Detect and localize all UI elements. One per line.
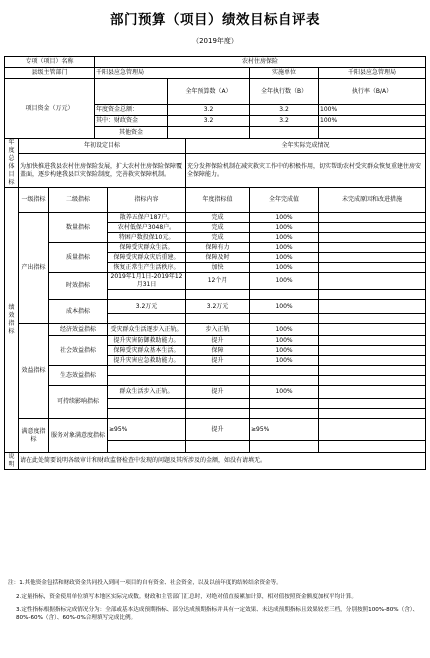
funds-row-name: 其他资金	[95, 127, 168, 139]
indicator-content: 保障受灾群众生活。	[108, 243, 186, 253]
indicator-content: 2019年1月1日-2019年12月31日	[108, 273, 186, 290]
funds-blank	[95, 79, 168, 105]
svc-label: 服务对象满意度指标	[49, 419, 108, 453]
indicator-content: ≥95%	[108, 419, 186, 441]
col-rate: 执行率（B/A）	[319, 79, 426, 105]
indicator-content	[108, 366, 186, 376]
funds-row-budget: 3.2	[168, 116, 250, 127]
econ-label: 经济效益指标	[49, 324, 108, 336]
indicator-reason	[319, 336, 426, 346]
indicator-target: 完成	[186, 223, 250, 233]
funds-row-rate	[319, 127, 426, 139]
footnote: 3.定性指标根据指标完成情况分为：全部或基本达成预期指标、部分达成预期指标并具有一定效果、未达成预期指标且效果较差三档，分别按照100%-80%（含）、80%-60%（含）、60%-0%合理填写完成比例。	[16, 607, 419, 621]
indicator-value: 100%	[250, 213, 319, 223]
indicator-value: 100%	[250, 386, 319, 399]
indicator-reason	[319, 213, 426, 223]
funds-row-budget: 3.2	[168, 105, 250, 116]
project-name-label: 专项（项目）名称	[5, 57, 95, 68]
effect-label: 效益指标	[19, 324, 49, 419]
indicator-target	[186, 376, 250, 386]
funds-row-name: 其中：财政资金	[95, 116, 168, 127]
page-title: 部门预算（项目）绩效目标自评表	[110, 12, 320, 28]
col-target: 年度指标值	[186, 188, 250, 213]
indicator-reason	[319, 233, 426, 243]
indicator-content: 保障受灾群众基本生活。	[108, 346, 186, 356]
indicator-content: 散养五保户187户。	[108, 213, 186, 223]
col-reason: 未完成原因和改进措施	[319, 188, 426, 213]
goal-plan-text: 为加快推进我县农村住房保险发展，扩大农村住房保险保障覆盖面，逐步构建我县巨灾保险制度，完善救灾保障机制。	[19, 154, 186, 188]
indicator-target	[186, 366, 250, 376]
social-label: 社会效益指标	[49, 336, 108, 366]
footnote: 2.定量指标，资金使用单位填写本地区实际完成数。财政和主管部门汇总时，对绝对值直接累加计算，相对值按照资金额度加权平均计算。	[16, 593, 357, 600]
indicator-target: 完成	[186, 213, 250, 223]
indicator-value	[250, 314, 319, 324]
indicator-content	[108, 409, 186, 419]
satis-label: 满意度指标	[19, 419, 49, 453]
indicator-reason	[319, 223, 426, 233]
indicator-reason	[319, 263, 426, 273]
eco-label: 生态效益指标	[49, 366, 108, 386]
remark-text: 请在此处简要说明各级审计和财政监督检查中发现的问题及其所涉及的金额，如没有请填无。	[19, 453, 426, 470]
indicator-content: 特困户数投保10元。	[108, 233, 186, 243]
indicator-value: 100%	[250, 336, 319, 346]
indicator-target: 12个月	[186, 273, 250, 290]
funds-row-name: 年度资金总额：	[95, 105, 168, 116]
dept-label: 县级主管部门	[5, 68, 95, 79]
goal-actual-text: 充分发挥保险机制在减灾救灾工作中的积极作用，切实帮助农村受灾群众恢复重建住房安全保障能力。	[186, 154, 426, 188]
unit-value: 千阳县应急管理局	[319, 68, 426, 79]
indicator-value	[250, 441, 319, 453]
funds-label: 项目资金（万元）	[5, 79, 95, 139]
indicator-value	[250, 409, 319, 419]
indicator-content: 保障受灾群众灾后重建。	[108, 253, 186, 263]
remark-label: 说明	[5, 453, 19, 470]
sust-label: 可持续影响指标	[49, 386, 108, 419]
indicator-content	[108, 399, 186, 409]
time-label: 时效指标	[49, 273, 108, 300]
indicator-reason	[319, 243, 426, 253]
goal-actual-header: 全年实际完成情况	[186, 139, 426, 154]
indicator-value	[250, 376, 319, 386]
indicator-reason	[319, 419, 426, 441]
funds-row-rate: 100%	[319, 116, 426, 127]
indicator-reason	[319, 324, 426, 336]
indicator-target: 提升	[186, 356, 250, 366]
indicator-reason	[319, 399, 426, 409]
funds-row-rate: 100%	[319, 105, 426, 116]
indicator-reason	[319, 314, 426, 324]
indicator-target	[186, 314, 250, 324]
indicator-target	[186, 290, 250, 300]
year-label: （2019年度）	[192, 37, 238, 45]
indicator-content: 群众生活步入正轨。	[108, 386, 186, 399]
cost-label: 成本指标	[49, 300, 108, 324]
evaluation-table	[4, 56, 426, 470]
output-label: 产出指标	[19, 213, 49, 324]
dept-value: 千阳县应急管理局	[95, 68, 250, 79]
indicator-reason	[319, 376, 426, 386]
indicator-value: 100%	[250, 273, 319, 290]
indicator-reason	[319, 346, 426, 356]
indicator-target: 提升	[186, 386, 250, 399]
unit-label: 实施单位	[250, 68, 319, 79]
indicator-value: 100%	[250, 243, 319, 253]
indicator-content: 恢复正常生产生活秩序。	[108, 263, 186, 273]
qty-label: 数量指标	[49, 213, 108, 243]
indicator-content: 提升灾害防御救助能力。	[108, 336, 186, 346]
indicator-target: 加快	[186, 263, 250, 273]
goal-plan-header: 年初设定目标	[19, 139, 186, 154]
indicator-value: ≥95%	[250, 419, 319, 441]
indicator-target	[186, 409, 250, 419]
indicator-content: 农村低保户3048户。	[108, 223, 186, 233]
indicator-content	[108, 314, 186, 324]
project-name: 农村住房保险	[95, 57, 426, 68]
indicator-reason	[319, 386, 426, 399]
indicator-content	[108, 376, 186, 386]
indicator-reason	[319, 290, 426, 300]
indicator-target: 保障有力	[186, 243, 250, 253]
col-exec: 全年执行数（B）	[250, 79, 319, 105]
indicator-value: 100%	[250, 253, 319, 263]
indicator-target	[186, 399, 250, 409]
goal-label: 年度总体目标	[5, 139, 19, 188]
col-l1: 一级指标	[19, 188, 49, 213]
indicator-target: 步入正轨	[186, 324, 250, 336]
col-l2: 二级指标	[49, 188, 108, 213]
indicator-target	[186, 441, 250, 453]
perf-label: 绩效指标	[5, 188, 19, 453]
funds-row-exec: 3.2	[250, 105, 319, 116]
indicator-target: 提升	[186, 419, 250, 441]
indicator-target: 保障及时	[186, 253, 250, 263]
indicator-value	[250, 290, 319, 300]
indicator-value: 100%	[250, 223, 319, 233]
funds-row-budget	[168, 127, 250, 139]
indicator-target: 完成	[186, 233, 250, 243]
indicator-reason	[319, 366, 426, 376]
footnotes	[8, 580, 422, 628]
indicator-value: 100%	[250, 263, 319, 273]
indicator-target: 3.2万元	[186, 300, 250, 314]
indicator-reason	[319, 300, 426, 314]
indicator-target: 提升	[186, 336, 250, 346]
indicator-content: 3.2万元	[108, 300, 186, 314]
indicator-content	[108, 441, 186, 453]
funds-row-exec	[250, 127, 319, 139]
indicator-reason	[319, 441, 426, 453]
indicator-content: 提升灾害应急救助能力。	[108, 356, 186, 366]
col-budget: 全年预算数（A）	[168, 79, 250, 105]
col-value: 全年完成值	[250, 188, 319, 213]
indicator-value: 100%	[250, 346, 319, 356]
qual-label: 质量指标	[49, 243, 108, 273]
indicator-value: 100%	[250, 233, 319, 243]
indicator-value: 100%	[250, 356, 319, 366]
indicator-reason	[319, 253, 426, 263]
indicator-value	[250, 366, 319, 376]
indicator-value: 100%	[250, 300, 319, 314]
indicator-reason	[319, 409, 426, 419]
indicator-reason	[319, 273, 426, 290]
indicator-content	[108, 290, 186, 300]
indicator-content: 受灾群众生活逐步入正轨。	[108, 324, 186, 336]
indicator-value	[250, 399, 319, 409]
indicator-value: 100%	[250, 324, 319, 336]
footnote: 注：1.其他资金包括和财政资金共同投入到同一项目的自有资金、社会资金，以及以前年度的结转结余资金等。	[8, 580, 282, 586]
indicator-target: 保障	[186, 346, 250, 356]
col-content: 指标内容	[108, 188, 186, 213]
funds-row-exec: 3.2	[250, 116, 319, 127]
indicator-reason	[319, 356, 426, 366]
